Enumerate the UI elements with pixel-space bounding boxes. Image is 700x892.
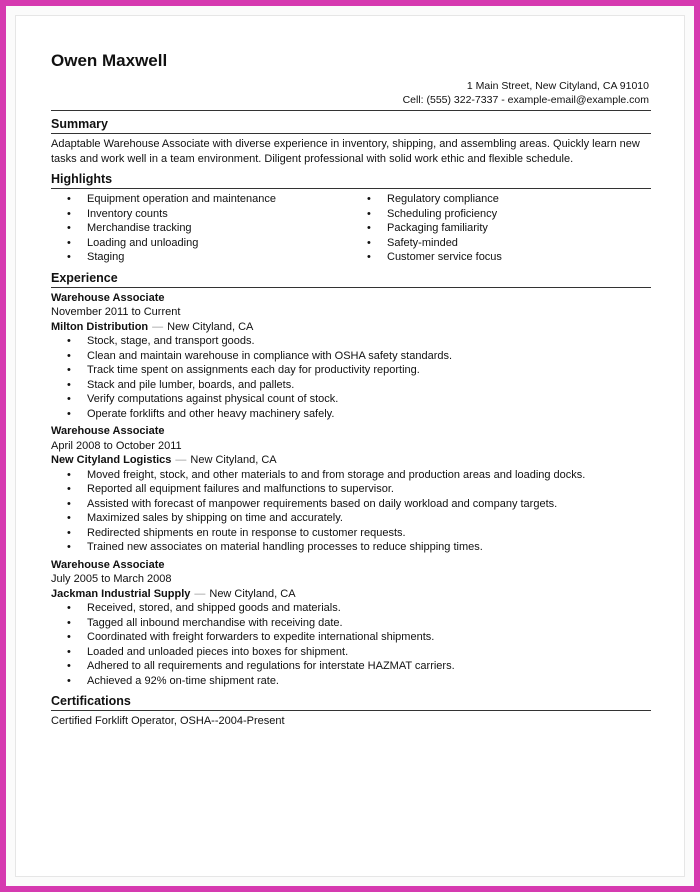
highlight-item-text: Scheduling proficiency: [387, 207, 498, 220]
job-duty-item: [51, 659, 651, 674]
job-duty-item: [51, 392, 651, 407]
job-duty-item: [51, 674, 651, 689]
job-location: New Cityland, CA: [167, 320, 254, 333]
job-title: Warehouse Associate: [51, 558, 165, 571]
job-title: Warehouse Associate: [51, 425, 165, 437]
job-duty-item-text: Moved freight, stock, and other materials to and from storage and production areas and loading docks.: [87, 468, 586, 481]
highlight-item: [351, 192, 651, 207]
highlights-section: [51, 172, 651, 265]
highlight-item: [351, 236, 651, 251]
job-duty-item: [51, 407, 651, 422]
bullet-icon: •: [67, 407, 71, 420]
experience-title: Experience: [51, 271, 651, 288]
bullet-icon: •: [67, 364, 71, 376]
job-duty-item: [51, 526, 651, 541]
job-duty-item-text: Adhered to all requirements and regulations for interstate HAZMAT carriers.: [87, 660, 455, 672]
job-company: Milton Distribution: [51, 320, 149, 333]
resume-name: Owen Maxwell: [51, 51, 168, 70]
highlight-item-text: Equipment operation and maintenance: [87, 193, 276, 205]
bullet-icon: •: [67, 335, 71, 347]
bullet-icon: •: [67, 483, 71, 495]
job-title: Warehouse Associate: [51, 291, 165, 304]
bullet-icon: •: [67, 512, 71, 524]
job-duty-item: [51, 630, 651, 645]
job-duty-item: [51, 349, 651, 364]
job-company-line: [51, 453, 651, 468]
job-duty-item-text: Achieved a 92% on-time shipment rate.: [87, 674, 279, 687]
job-entry: [51, 558, 651, 689]
job-duty-item: [51, 468, 651, 483]
highlight-item: [51, 207, 351, 222]
summary-section: [51, 117, 651, 166]
dash-separator: —: [194, 587, 206, 600]
dash-separator: —: [152, 320, 164, 333]
job-duty-item-text: Clean and maintain warehouse in compliance with OSHA safety standards.: [87, 349, 453, 362]
highlight-item: [51, 192, 351, 207]
highlight-item: [51, 221, 351, 236]
bullet-icon: •: [67, 222, 71, 234]
highlight-item: [351, 207, 651, 222]
bullet-icon: •: [67, 193, 71, 205]
job-duty-item-text: Assisted with forecast of manpower requirements based on daily workload and company targets.: [87, 497, 558, 510]
bullet-icon: •: [67, 236, 71, 249]
certifications-title: Certifications: [51, 694, 651, 711]
summary-title: Summary: [51, 117, 651, 134]
bullet-icon: •: [367, 251, 371, 263]
job-duty-item: [51, 378, 651, 393]
job-dates: July 2005 to March 2008: [51, 573, 172, 585]
job-company: New Cityland Logistics: [51, 454, 172, 466]
job-duty-item-text: Received, stored, and shipped goods and materials.: [87, 602, 341, 614]
bullet-icon: •: [67, 349, 71, 362]
job-dates: November 2011 to Current: [51, 306, 181, 318]
bullet-icon: •: [367, 193, 371, 205]
job-duty-item: [51, 497, 651, 512]
contact-address: 1 Main Street, New Cityland, CA 91010: [466, 80, 649, 92]
job-location: New Cityland, CA: [190, 454, 277, 466]
highlight-item-text: Inventory counts: [87, 207, 168, 220]
job-duty-item: [51, 645, 651, 660]
bullet-icon: •: [67, 207, 71, 220]
highlight-item: [51, 236, 351, 251]
bullet-icon: •: [67, 541, 71, 553]
job-duty-item-text: Tagged all inbound merchandise with receiving date.: [87, 616, 343, 629]
highlight-item: [351, 221, 651, 236]
job-duty-item: [51, 601, 651, 616]
job-duty-item: [51, 363, 651, 378]
job-company: Jackman Industrial Supply: [51, 587, 191, 600]
job-duties-list: [51, 468, 651, 555]
job-company-line: [51, 320, 651, 335]
bullet-icon: •: [67, 660, 71, 672]
highlights-title: Highlights: [51, 172, 651, 189]
contact-block: [51, 79, 651, 107]
highlight-item-text: Merchandise tracking: [87, 222, 192, 234]
job-duty-item-text: Maximized sales by shipping on time and accurately.: [87, 512, 343, 524]
job-duty-item-text: Loaded and unloaded pieces into boxes for shipment.: [87, 645, 349, 658]
summary-text: Adaptable Warehouse Associate with diverse experience in inventory, shipping, and assembling areas. Quickly learn new tasks and work well in a team environment. Diligent professional with solid work ethic and flexible schedule.: [51, 138, 640, 165]
job-entry: [51, 424, 651, 555]
highlight-item: [51, 250, 351, 265]
bullet-icon: •: [67, 631, 71, 643]
experience-section: [51, 271, 651, 689]
dash-separator: —: [175, 454, 187, 466]
bullet-icon: •: [367, 207, 371, 220]
job-duty-item-text: Redirected shipments en route in response to customer requests.: [87, 526, 406, 539]
job-location: New Cityland, CA: [209, 587, 296, 600]
highlight-item-text: Staging: [87, 251, 125, 263]
bullet-icon: •: [67, 378, 71, 391]
bullet-icon: •: [67, 497, 71, 510]
job-duties-list: [51, 334, 651, 421]
highlight-item: [351, 250, 651, 265]
header-rule: [51, 110, 651, 111]
job-entry: [51, 291, 651, 422]
bullet-icon: •: [67, 468, 71, 481]
job-duty-item: [51, 540, 651, 555]
bullet-icon: •: [67, 616, 71, 629]
job-dates: April 2008 to October 2011: [51, 439, 182, 452]
experience-jobs: [51, 291, 651, 689]
highlight-item-text: Packaging familiarity: [387, 222, 488, 234]
bullet-icon: •: [67, 602, 71, 614]
bullet-icon: •: [67, 393, 71, 405]
job-duty-item-text: Track time spent on assignments each day for productivity reporting.: [87, 364, 420, 376]
job-duty-item: [51, 482, 651, 497]
resume-document: [51, 51, 651, 729]
contact-phone-email: Cell: (555) 322-7337 - example-email@example.com: [402, 94, 649, 106]
job-duty-item: [51, 511, 651, 526]
bullet-icon: •: [67, 674, 71, 687]
bullet-icon: •: [367, 222, 371, 234]
job-duty-item-text: Stack and pile lumber, boards, and pallets.: [87, 378, 295, 391]
certifications-section: [51, 694, 651, 729]
highlights-columns: [51, 192, 651, 265]
job-duty-item-text: Coordinated with freight forwarders to expedite international shipments.: [87, 631, 435, 643]
highlight-item-text: Loading and unloading: [87, 236, 199, 249]
highlight-item-text: Regulatory compliance: [387, 193, 499, 205]
job-duties-list: [51, 601, 651, 688]
job-duty-item: [51, 334, 651, 349]
job-duty-item-text: Operate forklifts and other heavy machinery safely.: [87, 407, 335, 420]
highlights-left-list: [51, 192, 351, 265]
highlights-right-list: [351, 192, 651, 265]
bullet-icon: •: [67, 251, 71, 263]
bullet-icon: •: [67, 526, 71, 539]
job-company-line: [51, 587, 651, 602]
highlight-item-text: Customer service focus: [387, 251, 502, 263]
certifications-text: Certified Forklift Operator, OSHA--2004-Present: [51, 715, 285, 727]
highlight-item-text: Safety-minded: [387, 236, 458, 249]
job-duty-item-text: Stock, stage, and transport goods.: [87, 335, 255, 347]
job-duty-item-text: Verify computations against physical count of stock.: [87, 393, 339, 405]
bullet-icon: •: [67, 645, 71, 658]
bullet-icon: •: [367, 236, 371, 249]
job-duty-item: [51, 616, 651, 631]
job-duty-item-text: Reported all equipment failures and malfunctions to supervisor.: [87, 483, 394, 495]
job-duty-item-text: Trained new associates on material handling processes to reduce shipping times.: [87, 541, 483, 553]
